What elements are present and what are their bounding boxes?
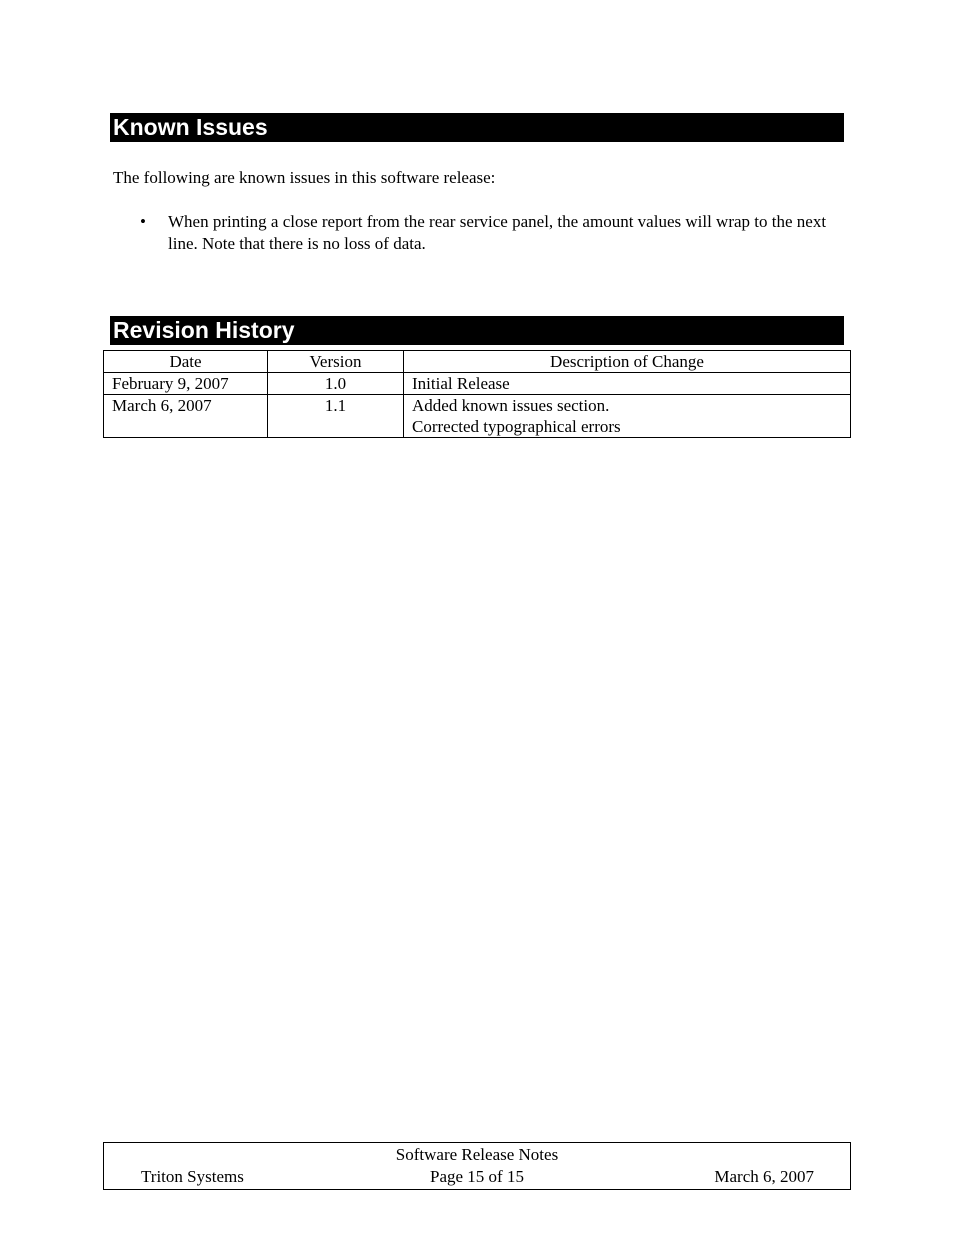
footer-date: March 6, 2007 [714,1167,814,1186]
footer-company: Triton Systems [141,1167,244,1186]
known-issues-intro: The following are known issues in this software release: [113,168,496,187]
description-line: Added known issues section. [412,396,610,415]
known-issues-heading: Known Issues [110,113,844,142]
revision-history-table [103,350,851,438]
column-header-date: Date [104,351,268,373]
revision-description [404,373,851,395]
list-item [140,211,840,255]
column-header-version: Version [268,351,404,373]
table-row [104,395,851,438]
footer-title: Software Release Notes [395,1145,559,1164]
page-footer [103,1142,851,1190]
known-issue-text: When printing a close report from the rear service panel, the amount values will wrap to the next line. Note that there is no loss of data. [168,212,827,253]
bullet-icon: • [140,212,146,231]
table-header-row [104,351,851,373]
revision-date: February 9, 2007 [104,373,268,395]
revision-version: 1.1 [268,395,404,438]
revision-history-heading: Revision History [110,316,844,345]
column-header-description: Description of Change [404,351,851,373]
revision-version: 1.0 [268,373,404,395]
footer-page-number: Page 15 of 15 [430,1167,524,1186]
revision-description [404,395,851,438]
revision-date: March 6, 2007 [104,395,268,438]
description-line: Corrected typographical errors [412,417,621,436]
table-row [104,373,851,395]
known-issues-list [140,211,840,255]
description-line: Initial Release [412,374,510,393]
